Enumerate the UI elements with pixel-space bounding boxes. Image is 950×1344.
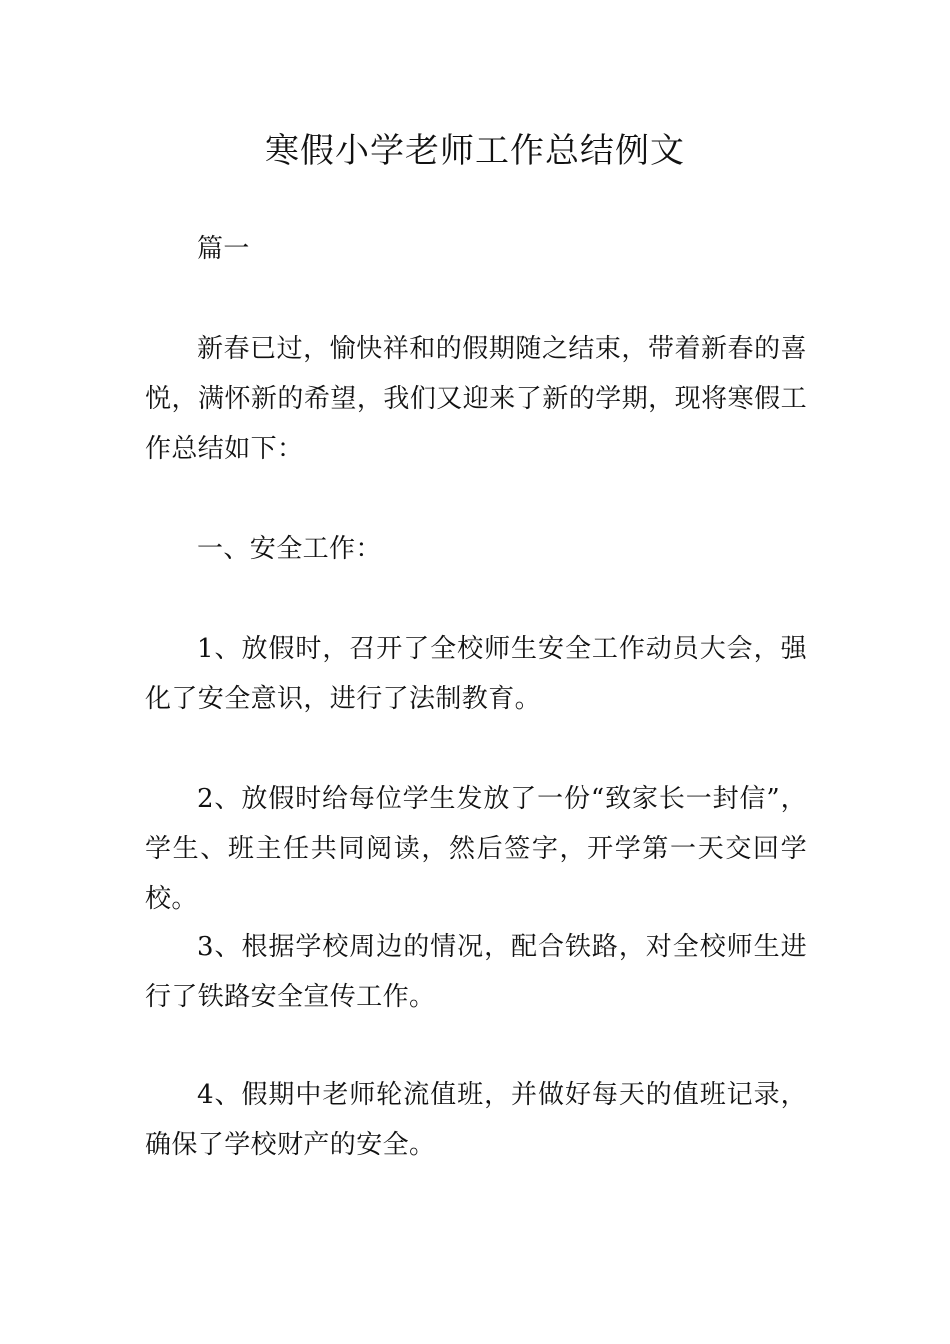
paragraph-item-4: 4、假期中老师轮流值班，并做好每天的值班记录，确保了学校财产的安全。 (145, 1080, 807, 1160)
paragraph-item-3: 3、根据学校周边的情况，配合铁路，对全校师生进行了铁路安全宣传工作。 (145, 932, 807, 1012)
document-title: 寒假小学老师工作总结例文 (265, 131, 685, 171)
section-heading: 篇一 (197, 234, 250, 264)
paragraph-item-1: 1、放假时，召开了全校师生安全工作动员大会，强化了安全意识，进行了法制教育。 (145, 634, 807, 714)
paragraph-item-2: 2、放假时给每位学生发放了一份“致家长一封信”，学生、班主任共同阅读，然后签字，开学第一天交回学校。 (145, 784, 807, 914)
paragraph-intro: 新春已过，愉快祥和的假期随之结束，带着新春的喜悦，满怀新的希望，我们又迎来了新的学期，现将寒假工作总结如下： (145, 334, 807, 464)
paragraph-safety-heading: 一、安全工作： (197, 534, 382, 564)
